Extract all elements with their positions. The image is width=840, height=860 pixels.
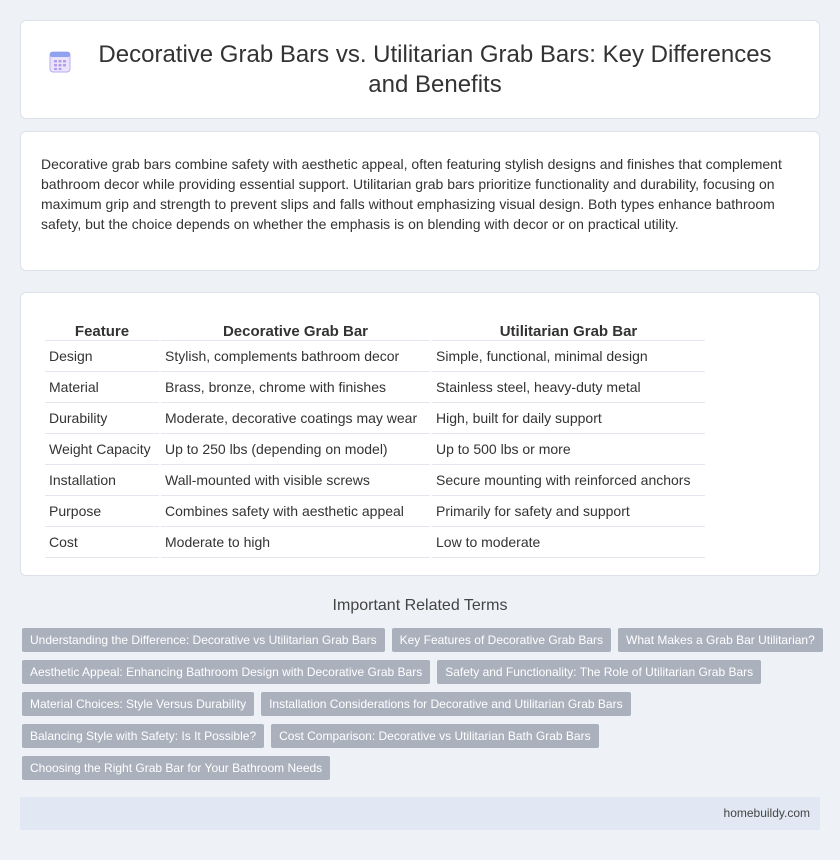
- feature-cell: Design: [45, 341, 159, 372]
- comparison-table: [43, 315, 707, 558]
- header-card: [20, 20, 820, 119]
- decorative-cell: Moderate, decorative coatings may wear: [161, 403, 430, 434]
- feature-cell: Installation: [45, 465, 159, 496]
- intro-card: [20, 131, 820, 271]
- feature-cell: Weight Capacity: [45, 434, 159, 465]
- utilitarian-cell: Primarily for safety and support: [432, 496, 705, 527]
- table-row: [45, 434, 705, 465]
- related-term-tag[interactable]: Understanding the Difference: Decorative vs Utilitarian Grab Bars: [22, 628, 385, 652]
- related-terms-title: Important Related Terms: [332, 597, 508, 614]
- table-row: [45, 496, 705, 527]
- table-row: [45, 372, 705, 403]
- related-term-tag[interactable]: Aesthetic Appeal: Enhancing Bathroom Design with Decorative Grab Bars: [22, 660, 430, 684]
- footer-bar: [20, 797, 820, 830]
- related-term-tag[interactable]: Installation Considerations for Decorative and Utilitarian Grab Bars: [261, 692, 631, 716]
- utilitarian-cell: Low to moderate: [432, 527, 705, 558]
- decorative-cell: Stylish, complements bathroom decor: [161, 341, 430, 372]
- related-terms-list: [22, 628, 822, 788]
- decorative-cell: Up to 250 lbs (depending on model): [161, 434, 430, 465]
- utilitarian-cell: High, built for daily support: [432, 403, 705, 434]
- related-term-tag[interactable]: Material Choices: Style Versus Durability: [22, 692, 254, 716]
- table-row: [45, 341, 705, 372]
- intro-paragraph: Decorative grab bars combine safety with aesthetic appeal, often featuring stylish designs and finishes that complement bathroom decor while providing essential support. Utilitarian grab bars prioritize functionality and durability, focusing on maximum grip and strength to prevent slips and falls without emphasizing visual design. Both types enhance bathroom safety, but the choice depends on whether the emphasis is on blending with decor or on practical utility.: [41, 156, 782, 232]
- header-feature: Feature: [45, 315, 159, 341]
- related-term-tag[interactable]: Key Features of Decorative Grab Bars: [392, 628, 611, 652]
- decorative-cell: Wall-mounted with visible screws: [161, 465, 430, 496]
- utilitarian-cell: Stainless steel, heavy-duty metal: [432, 372, 705, 403]
- footer-site-name[interactable]: homebuildy.com: [723, 806, 810, 820]
- table-row: [45, 465, 705, 496]
- related-term-tag[interactable]: Balancing Style with Safety: Is It Possible?: [22, 724, 264, 748]
- utilitarian-cell: Secure mounting with reinforced anchors: [432, 465, 705, 496]
- comparison-table-card: [20, 292, 820, 576]
- header-utilitarian: Utilitarian Grab Bar: [432, 315, 705, 341]
- related-term-tag[interactable]: What Makes a Grab Bar Utilitarian?: [618, 628, 823, 652]
- table-row: [45, 403, 705, 434]
- utilitarian-cell: Simple, functional, minimal design: [432, 341, 705, 372]
- feature-cell: Durability: [45, 403, 159, 434]
- page-title: Decorative Grab Bars vs. Utilitarian Grab Bars: Key Differences and Benefits: [98, 40, 772, 98]
- decorative-cell: Combines safety with aesthetic appeal: [161, 496, 430, 527]
- feature-cell: Material: [45, 372, 159, 403]
- utilitarian-cell: Up to 500 lbs or more: [432, 434, 705, 465]
- related-term-tag[interactable]: Choosing the Right Grab Bar for Your Bathroom Needs: [22, 756, 330, 780]
- decorative-cell: Moderate to high: [161, 527, 430, 558]
- feature-cell: Cost: [45, 527, 159, 558]
- feature-cell: Purpose: [45, 496, 159, 527]
- decorative-cell: Brass, bronze, chrome with finishes: [161, 372, 430, 403]
- related-term-tag[interactable]: Safety and Functionality: The Role of Utilitarian Grab Bars: [437, 660, 761, 684]
- header-decorative: Decorative Grab Bar: [161, 315, 430, 341]
- related-term-tag[interactable]: Cost Comparison: Decorative vs Utilitarian Bath Grab Bars: [271, 724, 598, 748]
- table-row: [45, 527, 705, 558]
- table-header-row: [45, 315, 705, 341]
